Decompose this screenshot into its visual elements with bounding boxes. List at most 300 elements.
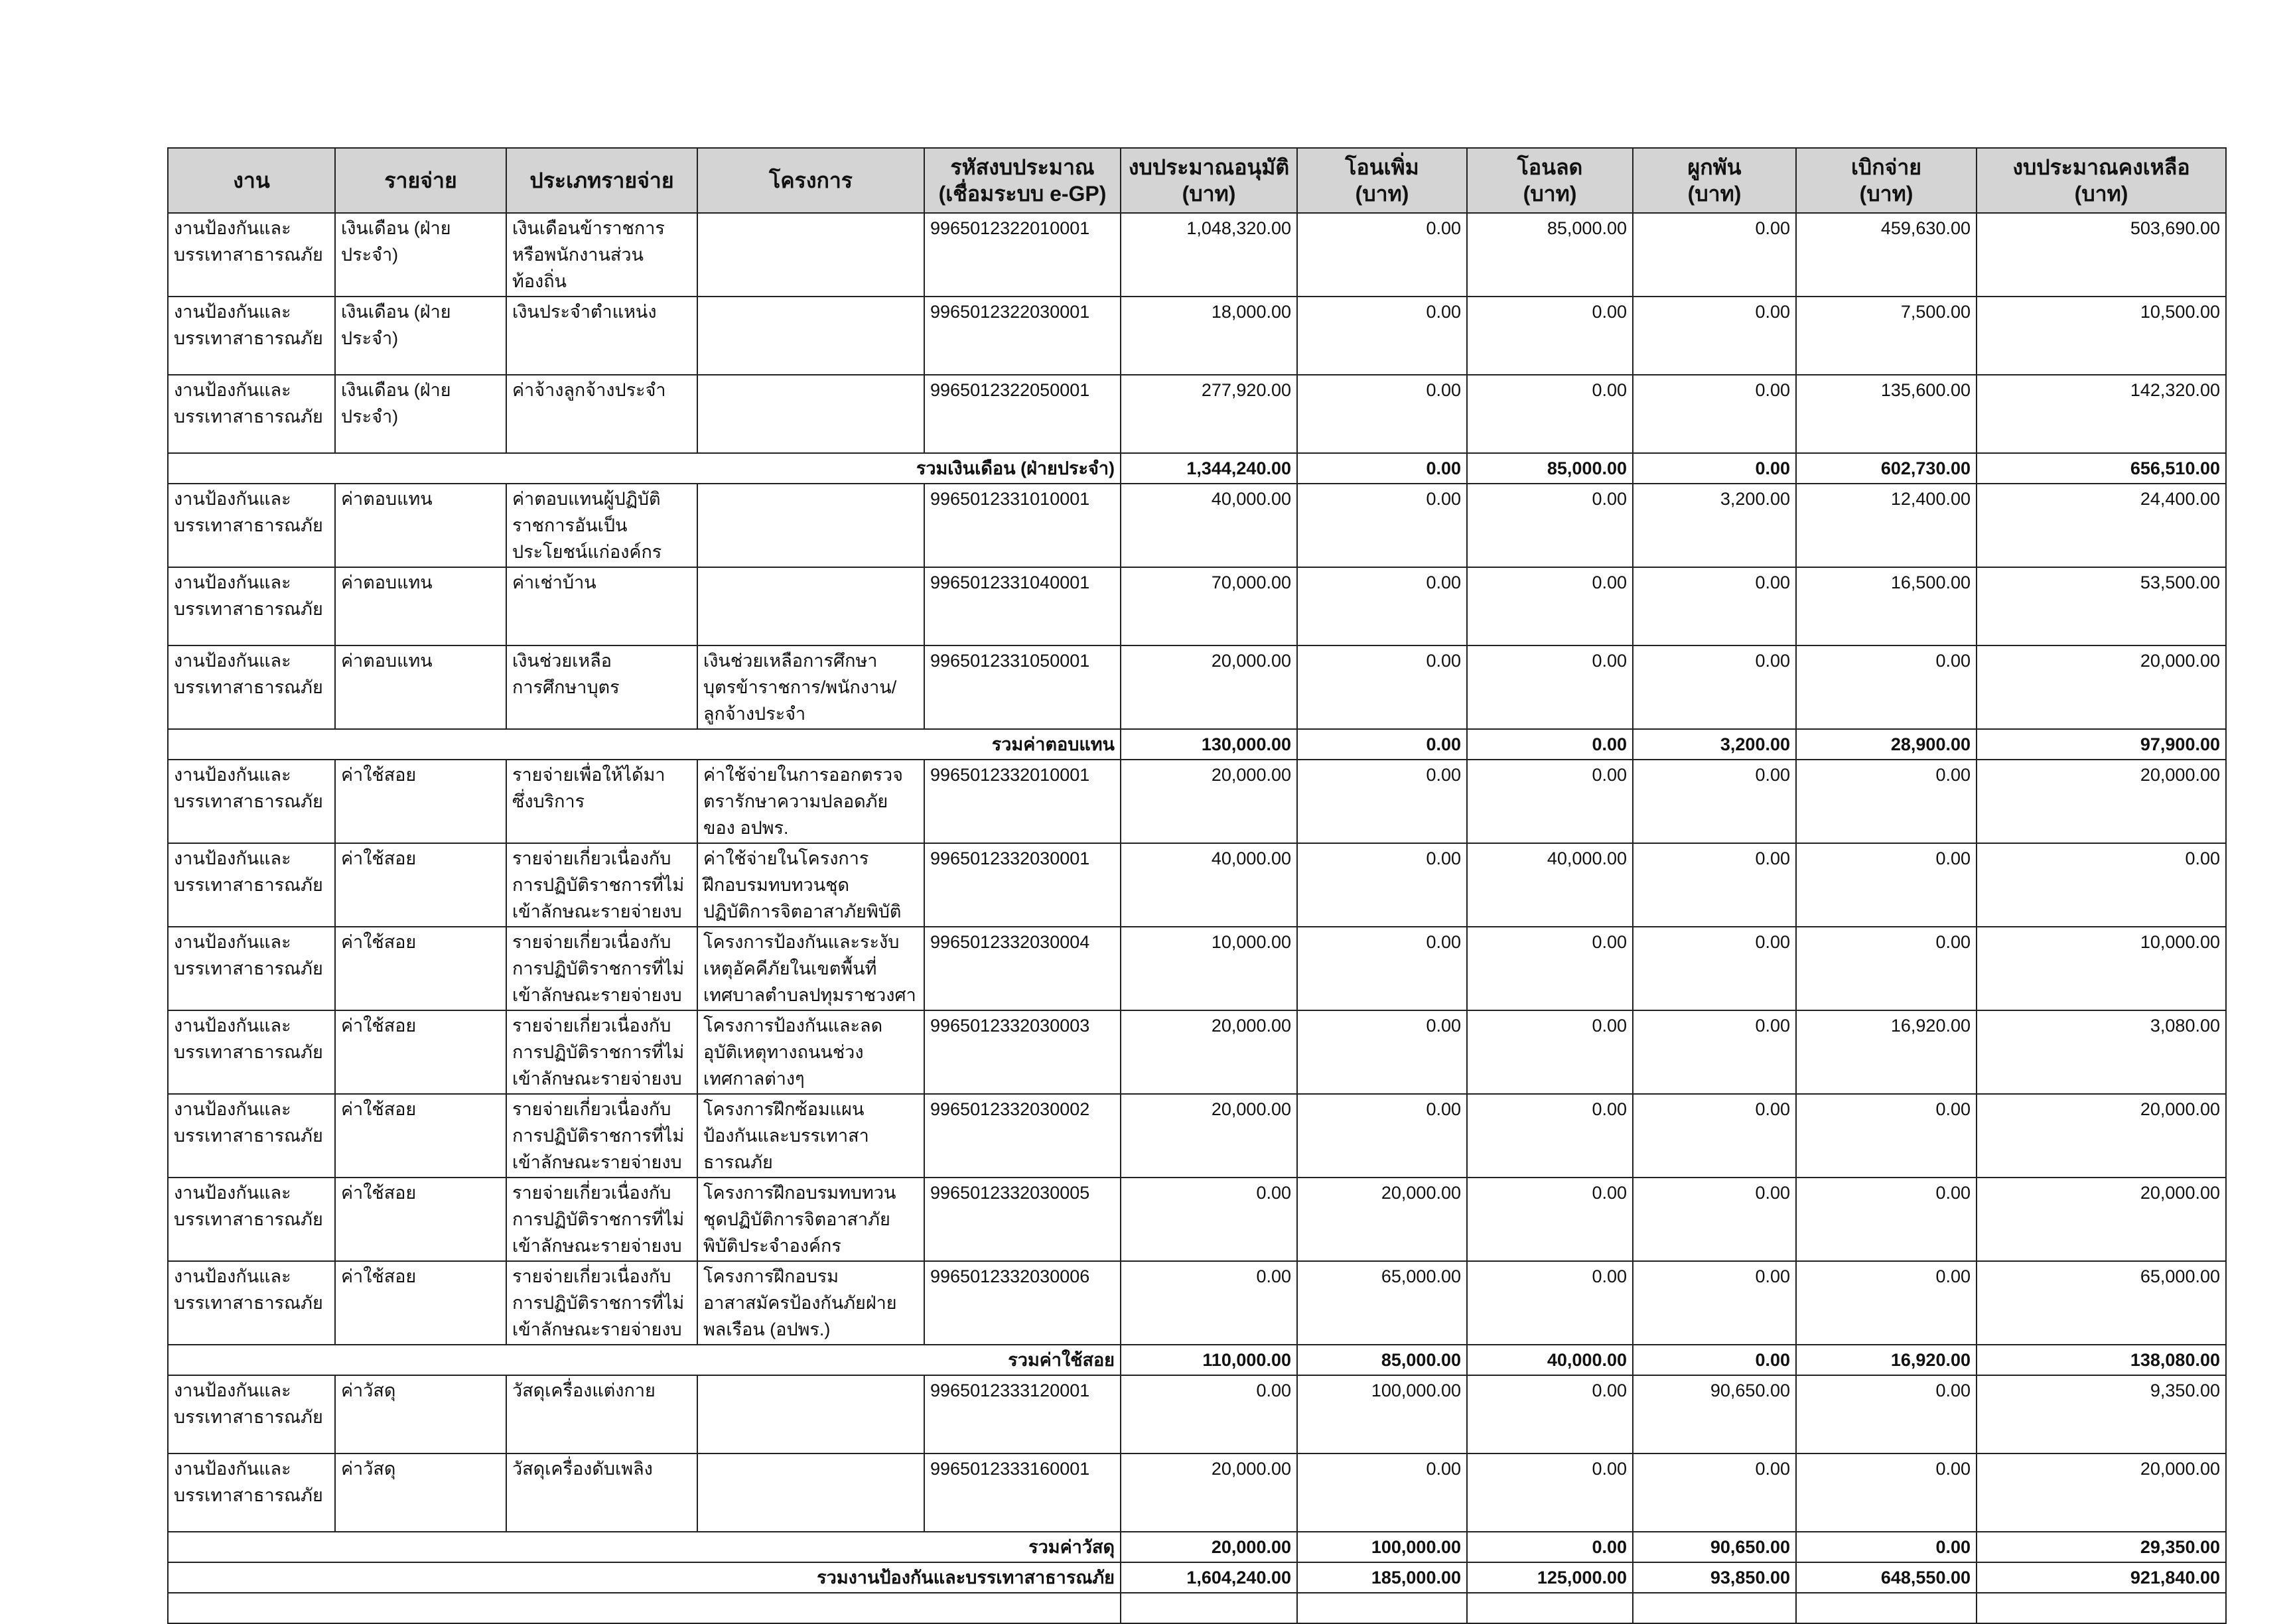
cell-expense-text: เงินเดือน (ฝ่าย ประจำ) [341,380,451,427]
cell-budget-code-text: 9965012322030001 [930,302,1090,322]
cell-project [697,927,924,1010]
cell-budget-code [924,1010,1121,1094]
cell-committed: 0.00 [1633,297,1796,375]
cell-approved: 1,344,240.00 [1121,453,1297,484]
cell-work [168,484,335,567]
cell-expense [335,645,506,729]
cell-expense [335,843,506,927]
cell-work-text: งานป้องกันและ บรรเทาสาธารณภัย [174,1016,323,1062]
cell-budget-code [924,213,1121,297]
cell-project [697,1178,924,1261]
header-expense-type: ประเภทรายจ่าย [506,148,697,213]
grand-total-label: รวมงานป้องกันและบรรเทาสาธารณภัย [168,1562,1121,1593]
cell-committed: 0.00 [1633,567,1796,645]
cell-expense-text: ค่าวัสดุ [341,1381,396,1400]
cell-expense-type [506,760,697,843]
cell-budget-code-text: 9965012331010001 [930,489,1090,509]
cell-work-text: งานป้องกันและ บรรเทาสาธารณภัย [174,1183,323,1229]
cell-budget-code-text: 9965012332030006 [930,1266,1090,1286]
grand-total-transfer-out: 125,000.00 [1467,1562,1633,1593]
cell-expense-type [506,843,697,927]
cell-work [168,375,335,453]
cell-expense-text: ค่าใช้สอย [341,932,417,952]
cell-committed: 0.00 [1633,1345,1796,1375]
cell-project [697,843,924,927]
cell-committed: 3,200.00 [1633,484,1796,567]
cell-transfer-in: 65,000.00 [1297,1261,1467,1345]
cell-budget-code [924,1375,1121,1454]
cell-remaining: 10,000.00 [1977,927,2226,1010]
cell-expense [335,1178,506,1261]
blank-cell [1633,1593,1796,1623]
cell-project [697,645,924,729]
subtotal-row [168,729,2226,760]
subtotal-row [168,1532,2226,1562]
cell-transfer-in: 0.00 [1297,567,1467,645]
cell-disbursed: 0.00 [1796,645,1977,729]
cell-expense-type-text: เงินประจำตำแหน่ง [512,302,657,322]
cell-expense-type [506,567,697,645]
cell-expense-type-text: รายจ่ายเกี่ยวเนื่องกับ การปฏิบัติราชการที่ไม่ เข้าลักษณะรายจ่ายงบ [512,932,685,1005]
cell-work-text: งานป้องกันและ บรรเทาสาธารณภัย [174,765,323,811]
cell-transfer-out: 0.00 [1467,484,1633,567]
grand-total-remaining: 921,840.00 [1977,1562,2226,1593]
table-row [168,1010,2226,1094]
header-remaining: งบประมาณคงเหลือ (บาท) [1977,148,2226,213]
cell-transfer-in: 0.00 [1297,213,1467,297]
cell-project [697,375,924,453]
cell-disbursed: 16,920.00 [1796,1345,1977,1375]
cell-approved: 0.00 [1121,1178,1297,1261]
cell-committed: 90,650.00 [1633,1375,1796,1454]
cell-expense-type [506,375,697,453]
cell-work [168,843,335,927]
cell-expense-type [506,927,697,1010]
cell-remaining: 20,000.00 [1977,645,2226,729]
cell-transfer-out: 0.00 [1467,645,1633,729]
cell-budget-code-text: 9965012322010001 [930,218,1090,238]
cell-transfer-in: 85,000.00 [1297,1345,1467,1375]
cell-expense [335,1261,506,1345]
cell-committed: 0.00 [1633,1454,1796,1532]
cell-approved: 40,000.00 [1121,843,1297,927]
cell-committed: 0.00 [1633,927,1796,1010]
cell-expense-type [506,297,697,375]
subtotal-label: รวมค่าวัสดุ [168,1532,1121,1562]
cell-work [168,1261,335,1345]
cell-remaining: 29,350.00 [1977,1532,2226,1562]
cell-budget-code [924,760,1121,843]
cell-expense-type-text: เงินเดือนข้าราชการ หรือพนักงานส่วน ท้องถิ่น [512,218,665,291]
header-disbursed: เบิกจ่าย (บาท) [1796,148,1977,213]
cell-committed: 0.00 [1633,1010,1796,1094]
cell-transfer-in: 0.00 [1297,645,1467,729]
header-expense: รายจ่าย [335,148,506,213]
table-row [168,645,2226,729]
cell-transfer-out: 0.00 [1467,375,1633,453]
subtotal-row [168,453,2226,484]
cell-work-text: งานป้องกันและ บรรเทาสาธารณภัย [174,1381,323,1427]
cell-budget-code-text: 9965012332030002 [930,1099,1090,1119]
cell-disbursed: 0.00 [1796,1532,1977,1562]
cell-transfer-out: 0.00 [1467,1261,1633,1345]
cell-expense-type [506,213,697,297]
blank-cell [1121,1593,1297,1623]
cell-expense-type-text: เงินช่วยเหลือ การศึกษาบุตร [512,651,620,697]
cell-remaining: 10,500.00 [1977,297,2226,375]
cell-expense-type-text: วัสดุเครื่องดับเพลิง [512,1459,653,1479]
cell-committed: 0.00 [1633,375,1796,453]
cell-disbursed: 0.00 [1796,760,1977,843]
cell-disbursed: 12,400.00 [1796,484,1977,567]
cell-transfer-out: 40,000.00 [1467,1345,1633,1375]
cell-expense-text: ค่าวัสดุ [341,1459,396,1479]
cell-project [697,1454,924,1532]
cell-expense-type [506,1454,697,1532]
cell-committed: 0.00 [1633,843,1796,927]
cell-budget-code-text: 9965012332030005 [930,1183,1090,1203]
cell-disbursed: 0.00 [1796,1261,1977,1345]
cell-approved: 110,000.00 [1121,1345,1297,1375]
cell-project-text: เงินช่วยเหลือการศึกษา บุตรข้าราชการ/พนักงาน/ ลูกจ้างประจำ [703,651,897,724]
cell-disbursed: 0.00 [1796,843,1977,927]
cell-disbursed: 0.00 [1796,1454,1977,1532]
cell-work [168,297,335,375]
cell-remaining: 65,000.00 [1977,1261,2226,1345]
table-header-row [168,148,2226,213]
cell-remaining: 138,080.00 [1977,1345,2226,1375]
cell-project [697,213,924,297]
cell-committed: 3,200.00 [1633,729,1796,760]
subtotal-label: รวมเงินเดือน (ฝ่ายประจำ) [168,453,1121,484]
cell-project [697,1375,924,1454]
table-row [168,927,2226,1010]
cell-project-text: โครงการฝึกซ้อมแผน ป้องกันและบรรเทาสา ธารณภัย [703,1099,869,1172]
cell-work [168,1094,335,1178]
cell-remaining: 3,080.00 [1977,1010,2226,1094]
cell-expense [335,1454,506,1532]
cell-disbursed: 7,500.00 [1796,297,1977,375]
cell-transfer-in: 20,000.00 [1297,1178,1467,1261]
grand-total-row [168,1562,2226,1593]
cell-expense-type-text: วัสดุเครื่องแต่งกาย [512,1381,656,1400]
cell-expense-text: ค่าใช้สอย [341,1183,417,1203]
cell-expense-type-text: รายจ่ายเกี่ยวเนื่องกับ การปฏิบัติราชการที่ไม่ เข้าลักษณะรายจ่ายงบ [512,1183,685,1256]
cell-project-text: ค่าใช้จ่ายในโครงการ ฝึกอบรมทบทวนชุด ปฏิบัติการจิตอาสาภัยพิบัติ [703,848,902,921]
budget-table [167,147,2227,1624]
cell-work-text: งานป้องกันและ บรรเทาสาธารณภัย [174,1266,323,1313]
cell-approved: 20,000.00 [1121,760,1297,843]
table-row [168,843,2226,927]
cell-transfer-in: 0.00 [1297,484,1467,567]
cell-work [168,567,335,645]
blank-cell [1796,1593,1977,1623]
cell-transfer-out: 0.00 [1467,927,1633,1010]
cell-budget-code [924,645,1121,729]
cell-budget-code-text: 9965012333160001 [930,1459,1090,1479]
table-row [168,213,2226,297]
cell-budget-code-text: 9965012332030003 [930,1016,1090,1036]
cell-work [168,1375,335,1454]
cell-transfer-in: 0.00 [1297,1454,1467,1532]
cell-budget-code [924,375,1121,453]
header-project: โครงการ [697,148,924,213]
cell-expense-type-text: รายจ่ายเพื่อให้ได้มา ซึ่งบริการ [512,765,665,811]
cell-expense-text: ค่าตอบแทน [341,489,433,509]
cell-transfer-in: 0.00 [1297,843,1467,927]
table-row [168,375,2226,453]
cell-approved: 70,000.00 [1121,567,1297,645]
budget-report-sheet [167,147,2225,1624]
cell-approved: 20,000.00 [1121,1454,1297,1532]
cell-budget-code-text: 9965012331040001 [930,573,1090,592]
cell-transfer-in: 0.00 [1297,729,1467,760]
cell-work [168,1454,335,1532]
cell-approved: 20,000.00 [1121,1532,1297,1562]
cell-remaining: 142,320.00 [1977,375,2226,453]
cell-expense-type [506,1094,697,1178]
cell-approved: 20,000.00 [1121,1094,1297,1178]
cell-budget-code-text: 9965012332030001 [930,848,1090,868]
cell-work-text: งานป้องกันและ บรรเทาสาธารณภัย [174,848,323,895]
cell-committed: 90,650.00 [1633,1532,1796,1562]
grand-total-transfer-in: 185,000.00 [1297,1562,1467,1593]
cell-budget-code-text: 9965012333120001 [930,1381,1090,1400]
cell-expense-type-text: ค่าจ้างลูกจ้างประจำ [512,380,666,400]
cell-expense-type-text: รายจ่ายเกี่ยวเนื่องกับ การปฏิบัติราชการที่ไม่ เข้าลักษณะรายจ่ายงบ [512,848,685,921]
grand-total-committed: 93,850.00 [1633,1562,1796,1593]
cell-disbursed: 135,600.00 [1796,375,1977,453]
cell-disbursed: 602,730.00 [1796,453,1977,484]
cell-work-text: งานป้องกันและ บรรเทาสาธารณภัย [174,218,323,265]
grand-total-disbursed: 648,550.00 [1796,1562,1977,1593]
cell-project [697,297,924,375]
cell-expense [335,484,506,567]
header-work: งาน [168,148,335,213]
subtotal-label: รวมค่าตอบแทน [168,729,1121,760]
cell-transfer-out: 0.00 [1467,729,1633,760]
cell-project [697,1261,924,1345]
budget-table-body [168,213,2226,1562]
cell-committed: 0.00 [1633,1261,1796,1345]
cell-budget-code [924,567,1121,645]
cell-budget-code [924,843,1121,927]
cell-work-text: งานป้องกันและ บรรเทาสาธารณภัย [174,651,323,697]
cell-transfer-out: 0.00 [1467,1454,1633,1532]
cell-project-text: โครงการป้องกันและลด อุบัติเหตุทางถนนช่วง เทศกาลต่างๆ [703,1016,883,1089]
cell-expense-type [506,1261,697,1345]
cell-expense-text: ค่าตอบแทน [341,573,433,592]
table-row [168,1261,2226,1345]
cell-transfer-in: 100,000.00 [1297,1375,1467,1454]
cell-project-text: ค่าใช้จ่ายในการออกตรวจ ตรารักษาความปลอดภัย ของ อปพร. [703,765,903,838]
header-committed: ผูกพัน (บาท) [1633,148,1796,213]
cell-transfer-out: 85,000.00 [1467,453,1633,484]
cell-expense-type-text: รายจ่ายเกี่ยวเนื่องกับ การปฏิบัติราชการที่ไม่ เข้าลักษณะรายจ่ายงบ [512,1016,685,1089]
header-transfer-in: โอนเพิ่ม (บาท) [1297,148,1467,213]
table-row [168,484,2226,567]
cell-committed: 0.00 [1633,645,1796,729]
table-row [168,1454,2226,1532]
cell-work-text: งานป้องกันและ บรรเทาสาธารณภัย [174,932,323,979]
cell-transfer-in: 0.00 [1297,760,1467,843]
cell-budget-code [924,484,1121,567]
cell-remaining: 20,000.00 [1977,1094,2226,1178]
cell-committed: 0.00 [1633,1094,1796,1178]
cell-work-text: งานป้องกันและ บรรเทาสาธารณภัย [174,302,323,348]
cell-project [697,1094,924,1178]
cell-expense-text: ค่าใช้สอย [341,1016,417,1036]
cell-expense-type-text: ค่าเช่าบ้าน [512,573,596,592]
cell-approved: 277,920.00 [1121,375,1297,453]
cell-transfer-in: 0.00 [1297,1094,1467,1178]
cell-remaining: 656,510.00 [1977,453,2226,484]
cell-approved: 0.00 [1121,1375,1297,1454]
cell-budget-code [924,297,1121,375]
cell-expense [335,213,506,297]
cell-expense [335,297,506,375]
cell-project-text: โครงการฝึกอบรมทบทวน ชุดปฏิบัติการจิตอาสาภัย พิบัติประจำองค์กร [703,1183,896,1256]
cell-expense-text: เงินเดือน (ฝ่าย ประจำ) [341,218,451,265]
blank-cell [1467,1593,1633,1623]
cell-transfer-in: 0.00 [1297,453,1467,484]
cell-transfer-out: 0.00 [1467,1375,1633,1454]
cell-approved: 1,048,320.00 [1121,213,1297,297]
cell-approved: 130,000.00 [1121,729,1297,760]
cell-disbursed: 16,500.00 [1796,567,1977,645]
cell-expense [335,375,506,453]
cell-remaining: 0.00 [1977,843,2226,927]
cell-disbursed: 28,900.00 [1796,729,1977,760]
cell-approved: 0.00 [1121,1261,1297,1345]
cell-expense [335,1094,506,1178]
subtotal-row [168,1345,2226,1375]
cell-budget-code [924,1094,1121,1178]
cell-transfer-out: 0.00 [1467,1010,1633,1094]
cell-budget-code-text: 9965012322050001 [930,380,1090,400]
cell-expense [335,760,506,843]
header-budget-code: รหัสงบประมาณ (เชื่อมระบบ e-GP) [924,148,1121,213]
cell-expense-type [506,1010,697,1094]
cell-expense-type-text: ค่าตอบแทนผู้ปฏิบัติ ราชการอันเป็น ประโยชน์แก่องค์กร [512,489,662,562]
cell-expense [335,927,506,1010]
cell-project [697,760,924,843]
cell-project [697,567,924,645]
cell-remaining: 20,000.00 [1977,760,2226,843]
cell-work-text: งานป้องกันและ บรรเทาสาธารณภัย [174,1099,323,1146]
cell-expense-type [506,1178,697,1261]
cell-expense-text: ค่าตอบแทน [341,651,433,671]
cell-budget-code [924,1261,1121,1345]
cell-transfer-out: 85,000.00 [1467,213,1633,297]
cell-work [168,1178,335,1261]
cell-expense-type-text: รายจ่ายเกี่ยวเนื่องกับ การปฏิบัติราชการที่ไม่ เข้าลักษณะรายจ่ายงบ [512,1266,685,1339]
cell-transfer-out: 0.00 [1467,1532,1633,1562]
cell-transfer-in: 0.00 [1297,375,1467,453]
cell-transfer-in: 0.00 [1297,927,1467,1010]
cell-project [697,484,924,567]
cell-transfer-out: 0.00 [1467,567,1633,645]
cell-disbursed: 0.00 [1796,1178,1977,1261]
cell-work-text: งานป้องกันและ บรรเทาสาธารณภัย [174,573,323,619]
grand-total-approved: 1,604,240.00 [1121,1562,1297,1593]
cell-expense-text: ค่าใช้สอย [341,848,417,868]
blank-cell [1977,1593,2226,1623]
table-row [168,1178,2226,1261]
cell-project-text: โครงการป้องกันและระงับ เหตุอัคคีภัยในเขตพื้นที่ เทศบาลตำบลปทุมราชวงศา [703,932,916,1005]
cell-approved: 18,000.00 [1121,297,1297,375]
cell-work [168,645,335,729]
table-row [168,760,2226,843]
cell-budget-code-text: 9965012332010001 [930,765,1090,785]
cell-remaining: 97,900.00 [1977,729,2226,760]
cell-remaining: 503,690.00 [1977,213,2226,297]
cell-transfer-out: 0.00 [1467,297,1633,375]
cell-work-text: งานป้องกันและ บรรเทาสาธารณภัย [174,489,323,535]
cell-work [168,760,335,843]
cell-remaining: 24,400.00 [1977,484,2226,567]
cell-remaining: 20,000.00 [1977,1454,2226,1532]
cell-work [168,1010,335,1094]
cell-disbursed: 16,920.00 [1796,1010,1977,1094]
cell-expense [335,1375,506,1454]
cell-transfer-out: 0.00 [1467,1178,1633,1261]
cell-transfer-in: 100,000.00 [1297,1532,1467,1562]
cell-disbursed: 459,630.00 [1796,213,1977,297]
cell-remaining: 20,000.00 [1977,1178,2226,1261]
cell-expense [335,567,506,645]
cell-project-text: โครงการฝึกอบรม อาสาสมัครป้องกันภัยฝ่าย พลเรือน (อปพร.) [703,1266,897,1339]
table-row [168,1375,2226,1454]
cell-expense-text: ค่าใช้สอย [341,1266,417,1286]
cell-expense-text: ค่าใช้สอย [341,765,417,785]
header-approved: งบประมาณอนุมัติ (บาท) [1121,148,1297,213]
cell-expense-type-text: รายจ่ายเกี่ยวเนื่องกับ การปฏิบัติราชการที่ไม่ เข้าลักษณะรายจ่ายงบ [512,1099,685,1172]
cell-transfer-in: 0.00 [1297,1010,1467,1094]
cell-budget-code [924,1178,1121,1261]
cell-work-text: งานป้องกันและ บรรเทาสาธารณภัย [174,380,323,427]
cell-work [168,927,335,1010]
cell-remaining: 53,500.00 [1977,567,2226,645]
table-row [168,297,2226,375]
cell-transfer-out: 40,000.00 [1467,843,1633,927]
blank-cell [168,1593,1121,1623]
cell-disbursed: 0.00 [1796,1094,1977,1178]
cell-transfer-out: 0.00 [1467,1094,1633,1178]
cell-committed: 0.00 [1633,453,1796,484]
cell-budget-code [924,927,1121,1010]
cell-disbursed: 0.00 [1796,927,1977,1010]
cell-approved: 40,000.00 [1121,484,1297,567]
cell-committed: 0.00 [1633,1178,1796,1261]
cell-disbursed: 0.00 [1796,1375,1977,1454]
cell-budget-code [924,1454,1121,1532]
table-row [168,567,2226,645]
cell-expense-type [506,1375,697,1454]
header-transfer-out: โอนลด (บาท) [1467,148,1633,213]
blank-cell [1297,1593,1467,1623]
cell-remaining: 9,350.00 [1977,1375,2226,1454]
table-row [168,1094,2226,1178]
cell-transfer-in: 0.00 [1297,297,1467,375]
cell-approved: 20,000.00 [1121,1010,1297,1094]
blank-row [168,1593,2226,1623]
cell-expense-text: ค่าใช้สอย [341,1099,417,1119]
cell-budget-code-text: 9965012331050001 [930,651,1090,671]
cell-expense-type [506,484,697,567]
cell-budget-code-text: 9965012332030004 [930,932,1090,952]
cell-expense-type [506,645,697,729]
